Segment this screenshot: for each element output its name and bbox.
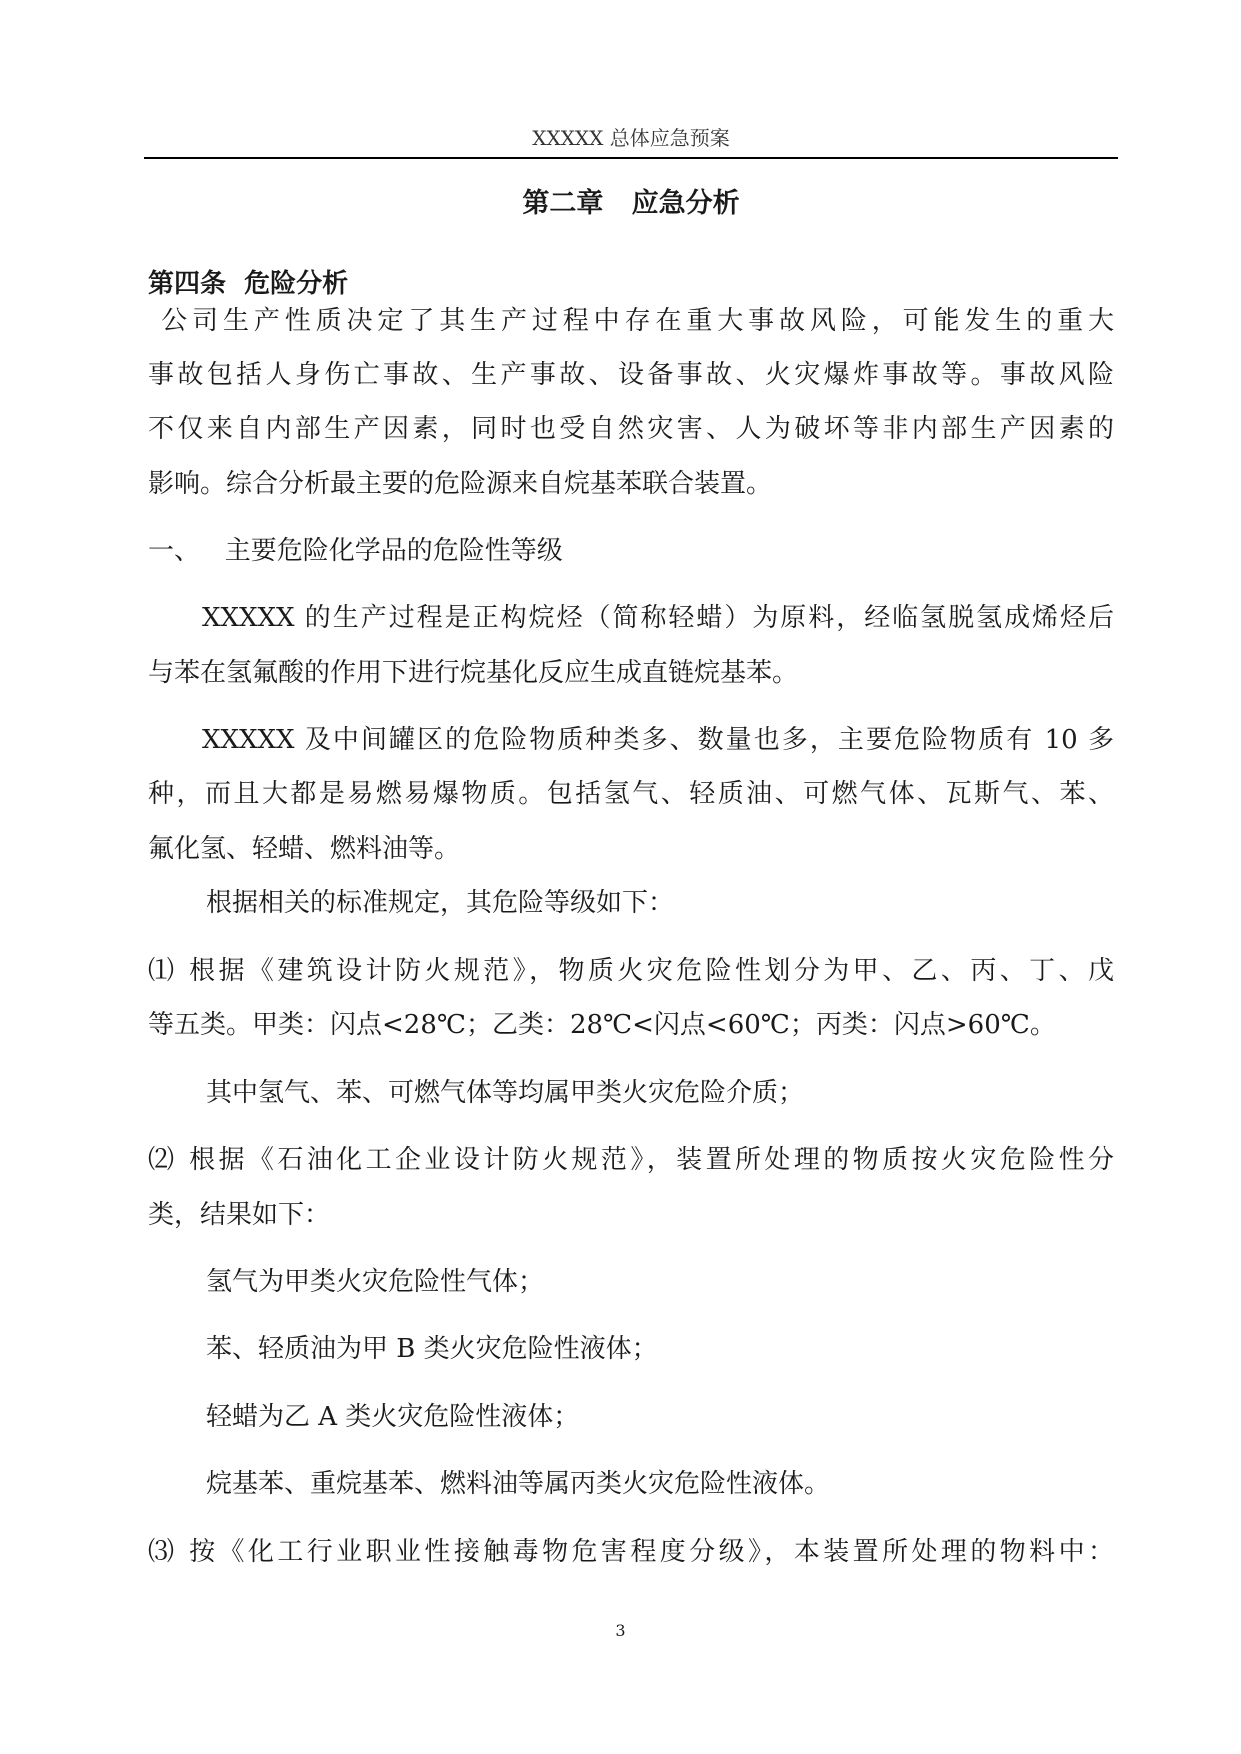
classification-line: 苯、轻质油为甲 B 类火灾危险性液体； [206, 1334, 658, 1364]
paragraph-line: XXXXX 的生产过程是正构烷烃（简称轻蜡）为原料，经临氢脱氢成烯烃后 [202, 603, 1114, 633]
classification-line: 氢气为甲类火灾危险性气体； [206, 1267, 545, 1297]
paragraph-line: 根据相关的标准规定，其危险等级如下： [206, 888, 675, 918]
paragraph-line: 不仅来自内部生产因素，同时也受自然灾害、人为破坏等非内部生产因素的 [148, 414, 1114, 444]
classification-line: 烷基苯、重烷基苯、燃料油等属丙类火灾危险性液体。 [206, 1469, 831, 1499]
classification-line: 轻蜡为乙 A 类火灾危险性液体； [206, 1402, 580, 1432]
list-item-line: 等五类。甲类：闪点<28℃；乙类：28℃<闪点<60℃；丙类：闪点>60℃。 [148, 1010, 1056, 1040]
list-item-line: ⑴ 根据《建筑设计防火规范》，物质火灾危险性划分为甲、乙、丙、丁、戊 [148, 956, 1114, 986]
paragraph-line: 事故包括人身伤亡事故、生产事故、设备事故、火灾爆炸事故等。事故风险 [148, 360, 1114, 390]
paragraph-line: 氟化氢、轻蜡、燃料油等。 [148, 834, 461, 864]
list-item-line: 类，结果如下： [148, 1200, 331, 1230]
paragraph-line: 与苯在氢氟酸的作用下进行烷基化反应生成直链烷基苯。 [148, 658, 799, 688]
paragraph-line: 公司生产性质决定了其生产过程中存在重大事故风险，可能发生的重大 [148, 306, 1114, 336]
section-heading: 一、 主要危险化学品的危险性等级 [148, 536, 563, 566]
page-number: 3 [615, 1621, 626, 1640]
header-divider [144, 157, 1118, 159]
running-header: XXXXX 总体应急预案 [532, 126, 730, 150]
list-item-line: ⑶ 按《化工行业职业性接触毒物危害程度分级》，本装置所处理的物料中： [148, 1537, 1114, 1567]
paragraph-line: 种，而且大都是易燃易爆物质。包括氢气、轻质油、可燃气体、瓦斯气、苯、 [148, 779, 1114, 809]
chapter-title: 第二章 应急分析 [522, 188, 740, 219]
article-title: 第四条 危险分析 [148, 269, 349, 299]
paragraph-line: 影响。综合分析最主要的危险源来自烷基苯联合装置。 [148, 469, 773, 499]
list-item-line: ⑵ 根据《石油化工企业设计防火规范》，装置所处理的物质按火灾危险性分 [148, 1145, 1114, 1175]
paragraph-line: XXXXX 及中间罐区的危险物质种类多、数量也多，主要危险物质有 10 多 [202, 725, 1114, 755]
paragraph-line: 其中氢气、苯、可燃气体等均属甲类火灾危险介质； [206, 1078, 805, 1108]
